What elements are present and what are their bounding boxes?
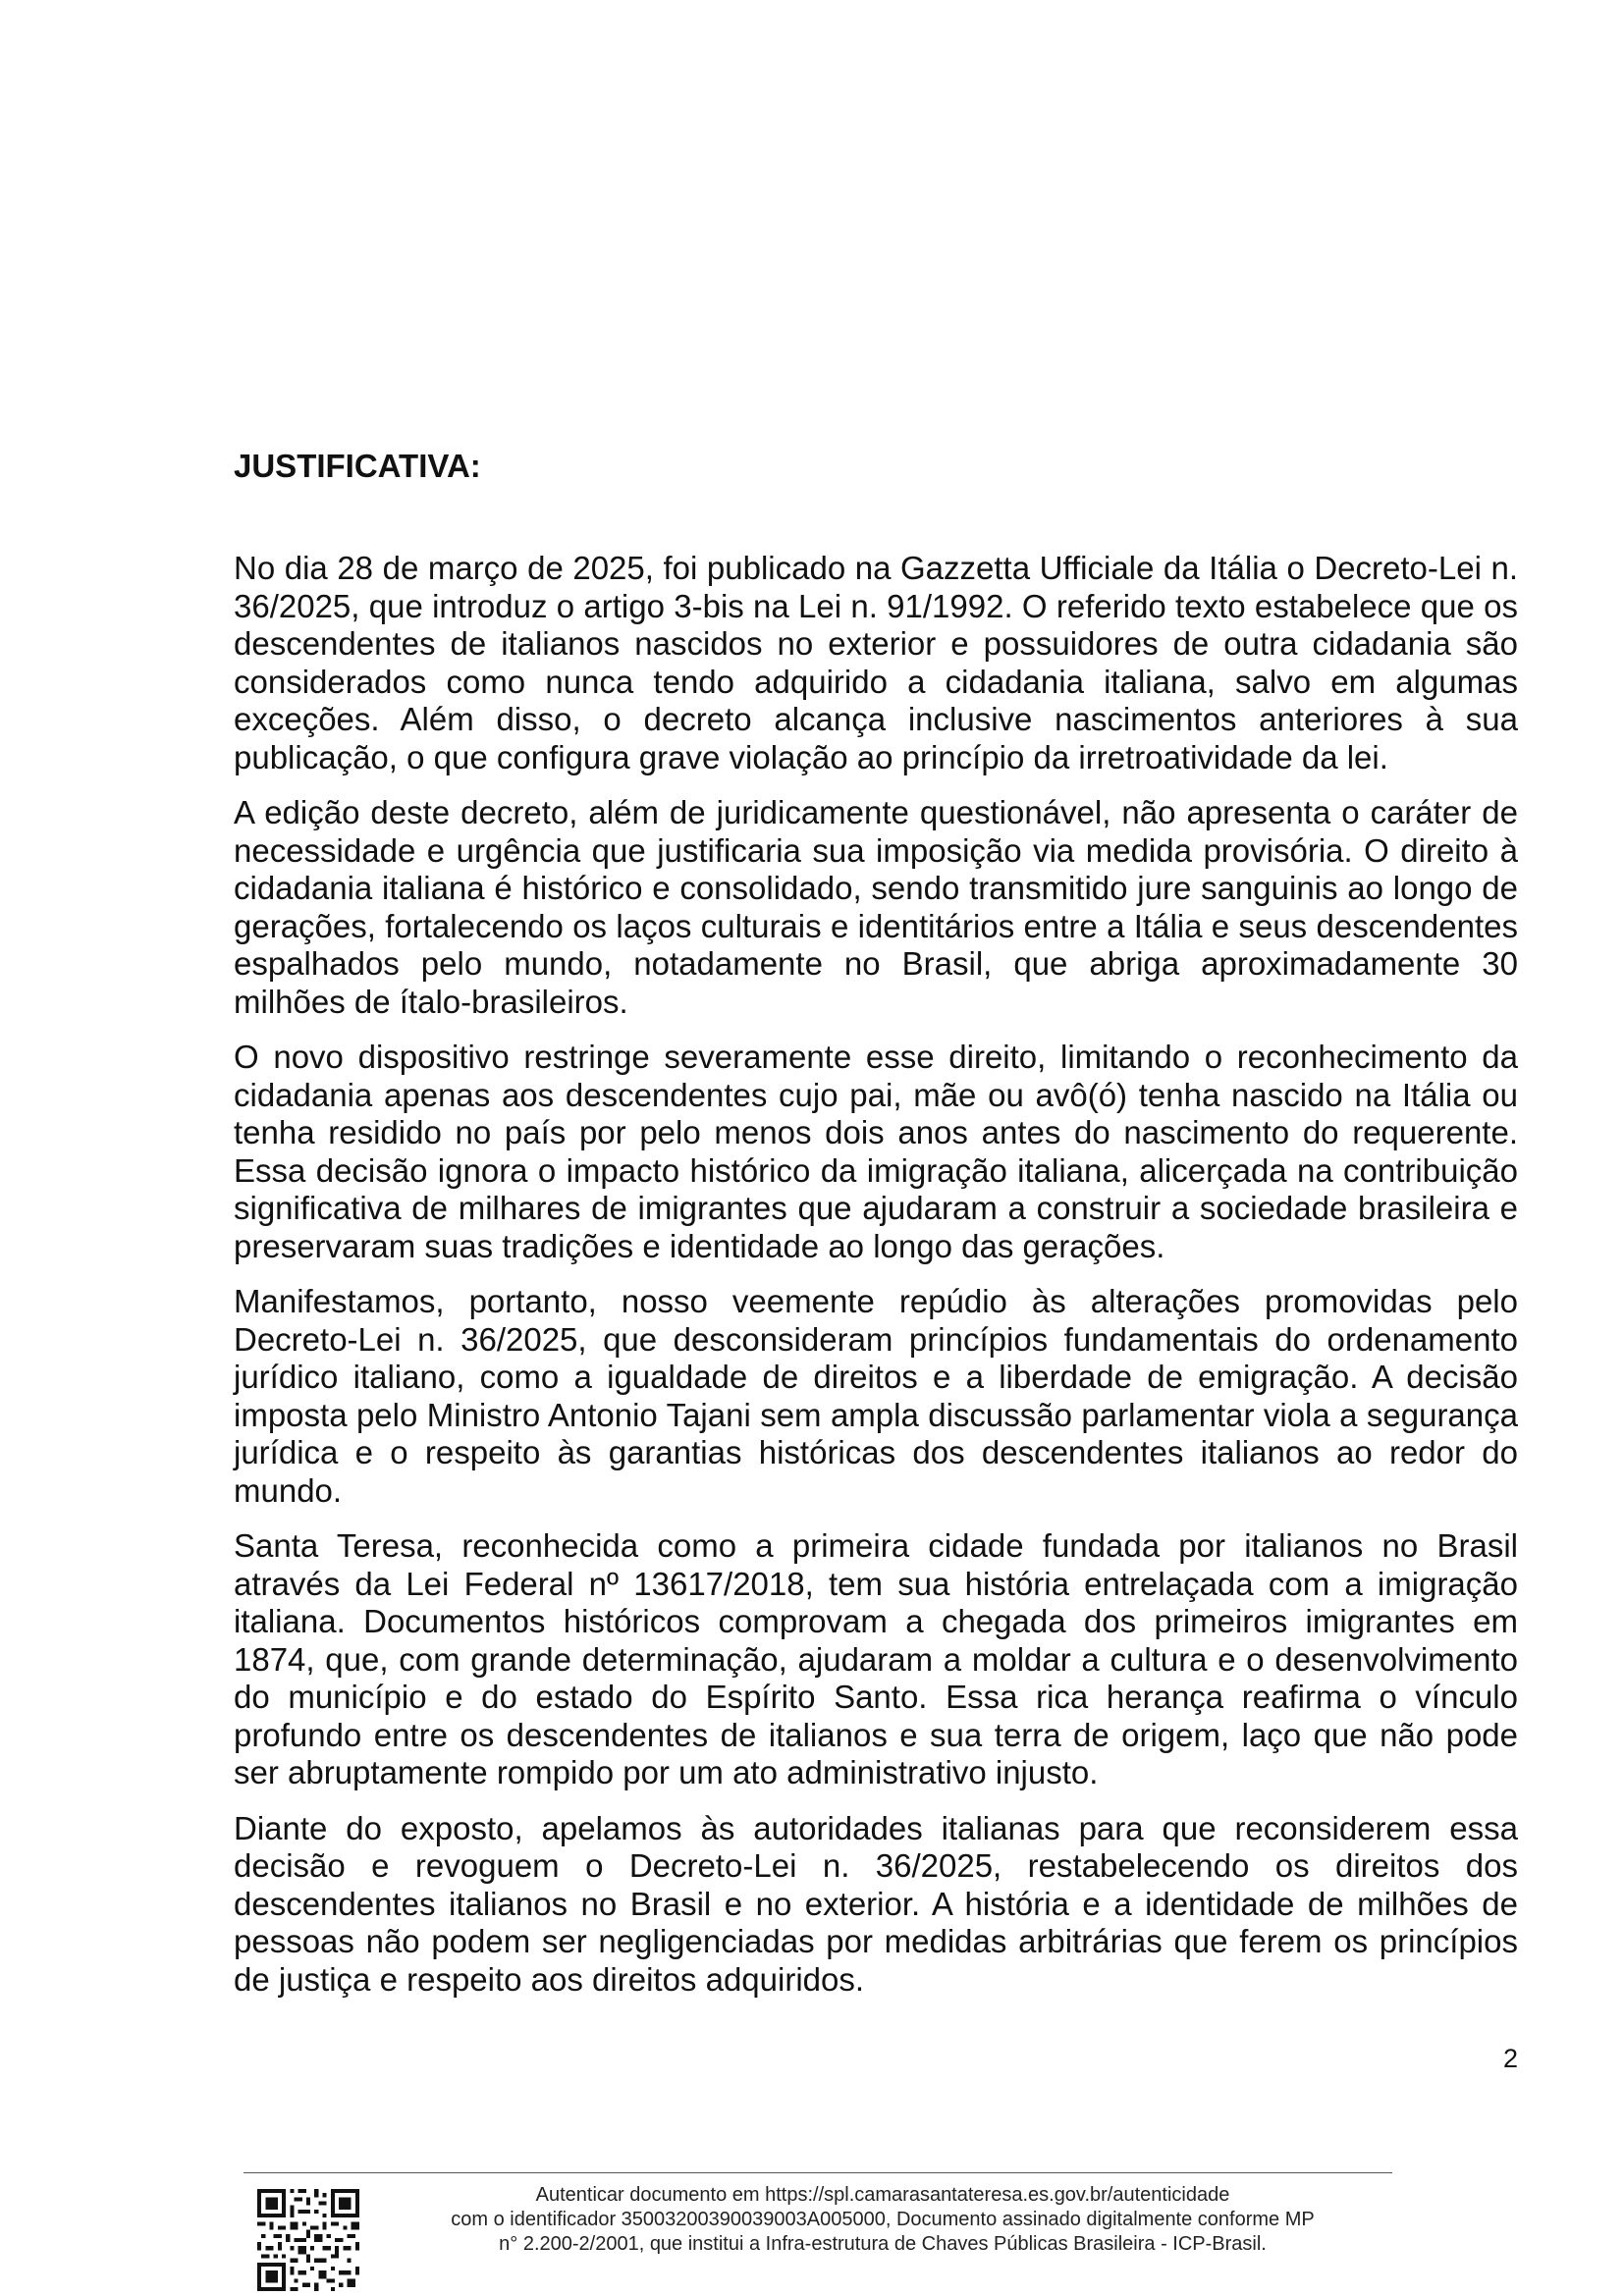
paragraph: Santa Teresa, reconhecida como a primeira cidade fundada por italianos no Brasil através da Lei Federal nº 13617/2018, tem sua história entrelaçada com a imigração italiana. Documentos históricos comprovam a chegada dos primeiros imigrantes em 1874, que, com grande determinação, ajudaram a moldar a cultura e o desenvolvimento do município e do estado do Espírito Santo. Essa rica herança reafirma o vínculo profundo entre os descendentes de italianos e sua terra de origem, laço que não pode ser abruptamente rompido por um ato administrativo injusto.	[234, 1527, 1518, 1790]
page-number: 2	[1502, 2044, 1518, 2073]
footer-line-authenticate: Autenticar documento em https://spl.camarasantateresa.es.gov.br/autenticidade	[535, 2184, 1230, 2206]
paragraph: Diante do exposto, apelamos às autoridades italianas para que reconsiderem essa decisão e revoguem o Decreto-Lei n. 36/2025, restabelecendo os direitos dos descendentes italianos no Brasil e no exterior. A história e a identidade de milhões de pessoas não podem ser negligenciadas por medidas arbitrárias que ferem os princípios de justiça e respeito aos direitos adquiridos.	[234, 1809, 1518, 1998]
paragraph: A edição deste decreto, além de juridicamente questionável, não apresenta o caráter de necessidade e urgência que justificaria sua imposição via medida provisória. O direito à cidadania italiana é histórico e consolidado, sendo transmitido jure sanguinis ao longo de gerações, fortalecendo os laços culturais e identitários entre a Itália e seus descendentes espalhados pelo mundo, notadamente no Brasil, que abriga aproximadamente 30 milhões de ítalo-brasileiros.	[234, 794, 1518, 1020]
paragraph: No dia 28 de março de 2025, foi publicado na Gazzetta Ufficiale da Itália o Decreto-Lei n. 36/2025, que introduz o artigo 3-bis na Lei n. 91/1992. O referido texto estabelece que os descendentes de italianos nascidos no exterior e possuidores de outra cidadania são considerados como nunca tendo adquirido a cidadania italiana, salvo em algumas exceções. Além disso, o decreto alcança inclusive nascimentos anteriores à sua publicação, o que configura grave violação ao princípio da irretroatividade da lei.	[234, 550, 1518, 775]
paragraph: O novo dispositivo restringe severamente esse direito, limitando o reconhecimento da cidadania apenas aos descendentes cujo pai, mãe ou avô(ó) tenha nascido na Itália ou tenha residido no país por pelo menos dois anos antes do nascimento do requerente. Essa decisão ignora o impacto histórico da imigração italiana, alicerçada na contribuição significativa de milhares de imigrantes que ajudaram a construir a sociedade brasileira e preservaram suas tradições e identidade ao longo das gerações.	[234, 1039, 1518, 1264]
section-heading	[234, 447, 481, 486]
footer-divider	[244, 2172, 1392, 2173]
justification-body	[234, 550, 1518, 2016]
heading-colon: :	[469, 448, 481, 484]
paragraph: Manifestamos, portanto, nosso veemente repúdio às alterações promovidas pelo Decreto-Lei n. 36/2025, que desconsideram princípios fundamentais do ordenamento jurídico italiano, como a igualdade de direitos e a liberdade de emigração. A decisão imposta pelo Ministro Antonio Tajani sem ampla discussão parlamentar viola a segurança jurídica e o respeito às garantias históricas dos descendentes italianos ao redor do mundo.	[234, 1283, 1518, 1509]
authentication-footer	[373, 2183, 1392, 2257]
footer-line-identifier: com o identificador 35003200390039003A005000, Documento assinado digitalmente conforme MP	[451, 2209, 1315, 2230]
heading-label: JUSTIFICATIVA	[234, 448, 470, 484]
footer-line-icp-brasil: n° 2.200-2/2001, que institui a Infra-estrutura de Chaves Públicas Brasileira - ICP-Brasil.	[499, 2233, 1267, 2255]
qr-code-icon	[257, 2189, 359, 2291]
